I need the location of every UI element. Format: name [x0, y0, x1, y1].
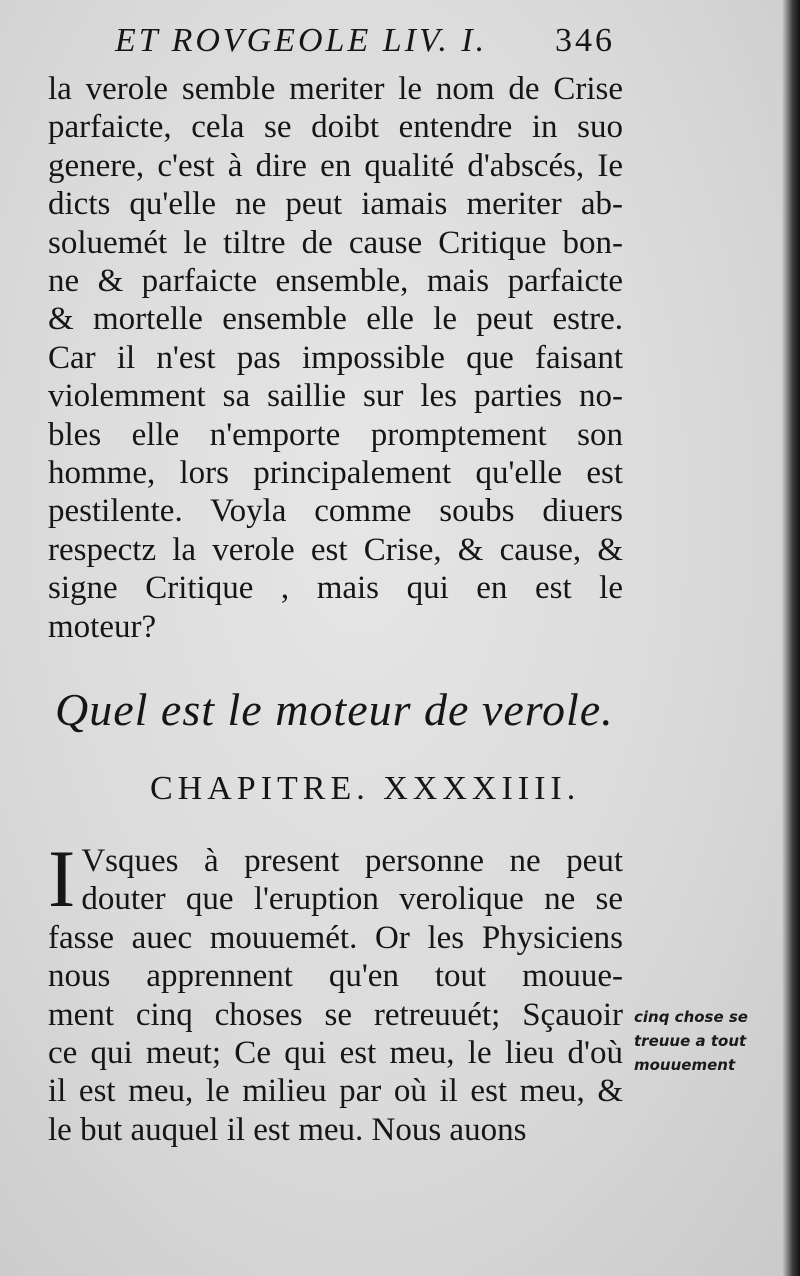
handwritten-margin-note [634, 1005, 784, 1077]
text-line: respectz la verole est Crise, & cause, & [48, 531, 623, 568]
running-head [115, 22, 615, 62]
text-line: homme, lors principalement qu'elle est [48, 455, 623, 492]
text-line: Vsques à present personne ne peut [81, 843, 623, 879]
page-edge-shadow [782, 0, 800, 1276]
page-number: 346 [555, 22, 615, 59]
text-line: soluemét le tiltre de cause Critique bon- [48, 224, 623, 261]
text-line: fasse auec mouuemét. Or les Physiciens [48, 919, 623, 956]
margin-note-line: cinq chose se [634, 1008, 748, 1026]
chapter-heading: CHAPITRE. XXXXIIII. [150, 770, 581, 807]
text-line: ment cinq choses se retreuuét; Sçauoir [48, 996, 623, 1033]
text-line: il est meu, le milieu par où il est meu, & [48, 1073, 623, 1110]
text-line: genere, c'est à dire en qualité d'abscés, Ie [48, 147, 623, 184]
paragraph-1 [48, 70, 623, 646]
text-line: ne & parfaicte ensemble, mais parfaicte [48, 263, 623, 300]
text-line: violemment sa saillie sur les parties no- [48, 378, 623, 415]
running-head-title: ET ROVGEOLE LIV. I. [115, 22, 488, 59]
text-line: nous apprennent qu'en tout mouue- [48, 958, 623, 995]
section-title: Quel est le moteur de verole. [55, 684, 614, 735]
text-line: ce qui meut; Ce qui est meu, le lieu d'où [48, 1035, 623, 1072]
text-line: le but auquel il est meu. Nous auons [48, 1111, 527, 1148]
text-line: douter que l'eruption verolique ne se [81, 881, 623, 918]
margin-note-line: treuue a tout [634, 1032, 747, 1050]
text-line: parfaicte, cela se doibt entendre in suo [48, 109, 623, 146]
paragraph-2 [48, 833, 623, 1149]
text-line: Car il n'est pas impossible que faisant [48, 339, 623, 376]
text-line: moteur? [48, 608, 157, 645]
text-line: dicts qu'elle ne peut iamais meriter ab- [48, 186, 623, 223]
margin-note-line: mouuement [634, 1056, 736, 1074]
text-line: & mortelle ensemble elle le peut estre. [48, 301, 623, 338]
text-line: pestilente. Voyla comme soubs diuers [48, 493, 623, 530]
text-line: signe Critique , mais qui en est le [48, 570, 623, 607]
drop-cap: I [48, 833, 76, 924]
text-line: la verole semble meriter le nom de Crise [48, 71, 623, 107]
text-line: bles elle n'emporte promptement son [48, 416, 623, 453]
